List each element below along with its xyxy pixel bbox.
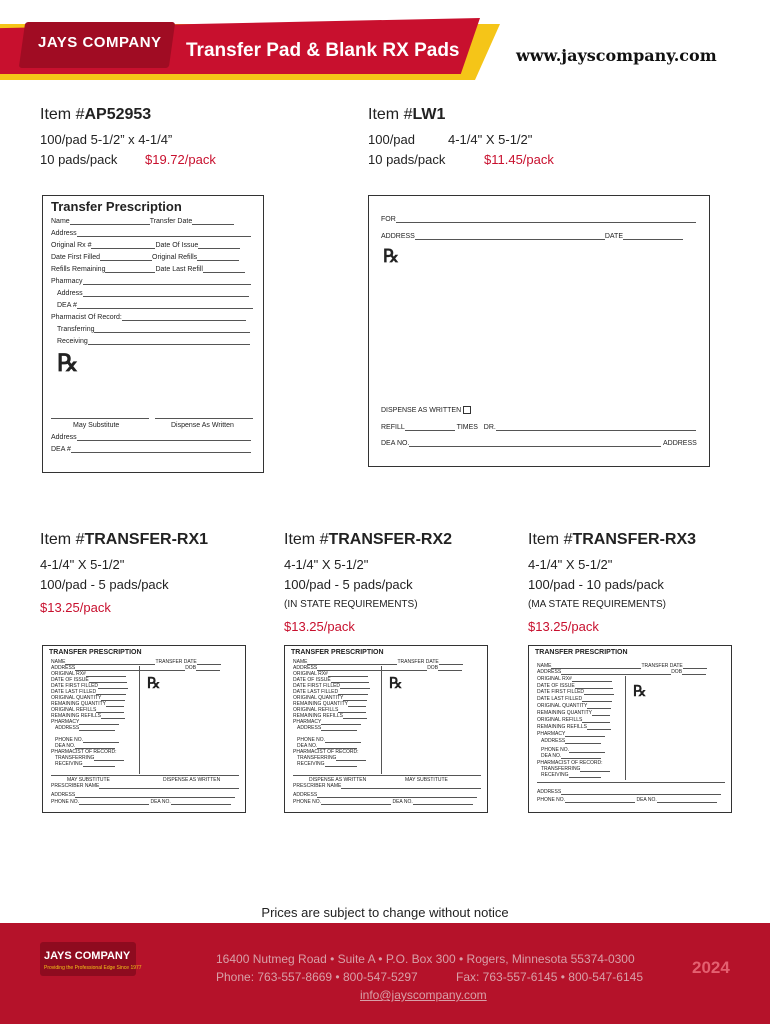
rx3-original-quantity-label: ORIGINAL QUANTITY (537, 703, 588, 709)
rx1-name-label: NAME (51, 659, 66, 665)
rx1-original-rx-label: ORIGINAL RX# (51, 671, 86, 677)
rx2-name-label: NAME (293, 659, 308, 665)
rx2-receiving-label: RECEIVING (297, 761, 325, 767)
rx1-date-first-filled-label: DATE FIRST FILLED (51, 683, 99, 689)
name-label: Name (51, 218, 70, 225)
pharmacy-label: Pharmacy (51, 278, 83, 285)
rx3-pharmacy-address-label: ADDRESS (541, 738, 566, 744)
rx1-date-last-filled-label: DATE LAST FILLED (51, 689, 97, 695)
original-refills-label: Original Refills (152, 254, 198, 261)
rx2-phone-label: PHONE NO. (297, 737, 326, 743)
rx1-date-of-issue-label: DATE OF ISSUE (51, 677, 89, 683)
rx1-pharmacy-label: PHARMACY (51, 719, 80, 725)
rx3-dea-no-label: DEA NO. (636, 797, 657, 803)
item-pack-lw1: 10 pads/pack (368, 152, 446, 167)
item-size-ap52953: 100/pad 5-1/2” x 4-1/4” (40, 132, 173, 147)
rx2-pharmacy-address-label: ADDRESS (297, 725, 322, 731)
rx-date-label: DATE (604, 233, 623, 240)
item-size-transfer-rx3: 4-1/4" X 5-1/2" (528, 557, 613, 572)
item-size-lw1: 4-1/4" X 5-1/2" (448, 132, 533, 147)
rx2-original-refills-label: ORIGINAL REFILLS (293, 707, 339, 713)
transfer-prescription-form (42, 195, 264, 473)
rx1-phone-no-label: PHONE NO. (51, 799, 80, 805)
rx1-may-substitute-label: MAY SUBSTITUTE (67, 777, 110, 783)
rx2-dispense-label: DISPENSE AS WRITTEN (309, 777, 367, 783)
rx1-original-refills-label: ORIGINAL REFILLS (51, 707, 97, 713)
page-title: Transfer Pad & Blank RX Pads (186, 40, 460, 61)
rx1-prescriber-address-label: ADDRESS (51, 792, 76, 798)
item-pack-transfer-rx2: 100/pad - 5 pads/pack (284, 577, 413, 592)
date-last-refill-label: Date Last Refill (155, 266, 203, 273)
pharmacy-address-label: Address (57, 290, 83, 297)
item-note-transfer-rx3: (MA STATE REQUIREMENTS) (528, 599, 666, 610)
rx1-pharmacy-address-label: ADDRESS (55, 725, 80, 731)
item-heading-transfer-rx3: Item #TRANSFER-RX3 (528, 531, 697, 548)
rx2-form-title: TRANSFER PRESCRIPTION (291, 649, 384, 656)
date-first-filled-label: Date First Filled (51, 254, 101, 261)
rx3-rx-symbol: ℞ (633, 682, 647, 700)
for-label: FOR (381, 216, 396, 223)
rx3-phone-no-label: PHONE NO. (537, 797, 566, 803)
item-size-transfer-rx2: 4-1/4" X 5-1/2" (284, 557, 369, 572)
dr-label: DR. (483, 424, 496, 431)
dea-no-label: DEA NO. (381, 440, 410, 447)
website-url[interactable]: www.jayscompany.com (516, 46, 717, 65)
rx3-date-of-issue-label: DATE OF ISSUE (537, 683, 575, 689)
rx2-dea-no-label: DEA NO. (392, 799, 413, 805)
item-price-transfer-rx2: $13.25/pack (284, 619, 355, 634)
rx1-form-title: TRANSFER PRESCRIPTION (49, 649, 142, 656)
item-size-transfer-rx1: 4-1/4" X 5-1/2" (40, 557, 125, 572)
rx-symbol: ℞ (57, 348, 79, 377)
rx-symbol-lw1: ℞ (383, 246, 400, 267)
refill-label: REFILL (381, 424, 405, 431)
rx3-original-rx-label: ORIGINAL RX# (537, 676, 572, 682)
rx3-receiving-label: RECEIVING (541, 772, 569, 778)
rx3-dob-label: DOB (671, 669, 683, 675)
item-pack-transfer-rx3: 100/pad - 10 pads/pack (528, 577, 664, 592)
rx2-pharmacy-label: PHARMACY (293, 719, 322, 725)
rx2-original-rx-label: ORIGINAL RX# (293, 671, 328, 677)
footer-logo-text: JAYS COMPANY (44, 950, 131, 962)
rx3-name-label: NAME (537, 663, 552, 669)
rx2-phone-no-label: PHONE NO. (293, 799, 322, 805)
footer-tagline: Providing the Professional Edge Since 1977 (44, 965, 142, 971)
bottom-address-label: Address (51, 434, 77, 441)
footer-fax: Fax: 763-557-6145 • 800-547-6145 (456, 970, 644, 984)
refills-remaining-label: Refills Remaining (51, 266, 106, 273)
item-heading-transfer-rx1: Item #TRANSFER-RX1 (40, 531, 209, 548)
item-price-ap52953: $19.72/pack (145, 152, 216, 167)
transfer-rx2-form (284, 645, 488, 813)
rx3-pharmacist-label: PHARMACIST OF RECORD: (537, 760, 603, 766)
rx2-prescriber-address-label: ADDRESS (293, 792, 318, 798)
transfer-date-label: Transfer Date (149, 218, 193, 225)
footer-email[interactable]: info@jayscompany.com (360, 988, 487, 1002)
dispense-as-written-label: Dispense As Written (171, 422, 234, 429)
rx1-dob-label: DOB (185, 665, 197, 671)
rx1-pharmacist-label: PHARMACIST OF RECORD: (51, 749, 117, 755)
rx1-remaining-refills-label: REMAINING REFILLS (51, 713, 102, 719)
rx2-date-of-issue-label: DATE OF ISSUE (293, 677, 331, 683)
rx2-rx-symbol: ℞ (389, 674, 403, 692)
rx1-transferring-label: TRANSFERRING (55, 755, 95, 761)
item-price-lw1: $11.45/pack (484, 152, 554, 167)
item-price-transfer-rx1: $13.25/pack (40, 600, 111, 615)
rx3-pharmacy-label: PHARMACY (537, 731, 566, 737)
pharmacist-label: Pharmacist Of Record: (51, 314, 122, 321)
rx2-may-substitute-label: MAY SUBSTITUTE (405, 777, 448, 783)
transfer-rx1-form (42, 645, 246, 813)
rx2-date-first-filled-label: DATE FIRST FILLED (293, 683, 341, 689)
rx2-remaining-quantity-label: REMAINING QUANTITY (293, 701, 349, 707)
item-note-transfer-rx2: (IN STATE REQUIREMENTS) (284, 599, 418, 610)
rx1-transfer-date-label: TRANSFER DATE (155, 659, 197, 665)
rx2-transfer-date-label: TRANSFER DATE (397, 659, 439, 665)
rx3-prescriber-address-label: ADDRESS (537, 789, 562, 795)
item-qty-lw1: 100/pad (368, 132, 415, 147)
rx1-prescriber-label: PRESCRIBER NAME (51, 783, 100, 789)
rx2-prescriber-label: PRESCRIBER NAME (293, 783, 342, 789)
rx3-form-title: TRANSFER PRESCRIPTION (535, 649, 628, 656)
transfer-rx3-form (528, 645, 732, 813)
may-substitute-label: May Substitute (73, 422, 120, 429)
rx1-original-quantity-label: ORIGINAL QUANTITY (51, 695, 102, 701)
receiving-label: Receiving (57, 338, 88, 345)
form-title: Transfer Prescription (51, 199, 182, 214)
footer-phone: Phone: 763-557-8669 • 800-547-5297 (216, 970, 418, 984)
blank-rx-form (368, 195, 710, 467)
item-heading-transfer-rx2: Item #TRANSFER-RX2 (284, 531, 453, 548)
rx2-dea-label: DEA NO. (297, 743, 318, 749)
rx3-original-refills-label: ORIGINAL REFILLS (537, 717, 583, 723)
rx1-dea-no-label: DEA NO. (150, 799, 171, 805)
rx1-remaining-quantity-label: REMAINING QUANTITY (51, 701, 107, 707)
footer-address: 16400 Nutmeg Road • Suite A • P.O. Box 300 • Rogers, Minnesota 55374-0300 (216, 952, 635, 966)
rx3-date-last-filled-label: DATE LAST FILLED (537, 696, 583, 702)
rx3-remaining-refills-label: REMAINING REFILLS (537, 724, 588, 730)
rx2-pharmacist-label: PHARMACIST OF RECORD: (293, 749, 359, 755)
rx1-dispense-label: DISPENSE AS WRITTEN (163, 777, 221, 783)
rx1-dea-label: DEA NO. (55, 743, 76, 749)
rx1-rx-symbol: ℞ (147, 674, 161, 692)
transferring-label: Transferring (57, 326, 95, 333)
date-of-issue-label: Date Of Issue (155, 242, 199, 249)
address-label: Address (51, 230, 77, 237)
dispense-written-label: DISPENSE AS WRITTEN (381, 406, 462, 414)
rx1-address-label: ADDRESS (51, 665, 76, 671)
rx3-transfer-date-label: TRANSFER DATE (641, 663, 683, 669)
rx2-address-label: ADDRESS (293, 665, 318, 671)
times-label: TIMES (456, 424, 478, 431)
price-notice: Prices are subject to change without notice (261, 905, 509, 920)
rx2-date-last-filled-label: DATE LAST FILLED (293, 689, 339, 695)
bottom-dea-label: DEA # (51, 446, 71, 453)
rx3-date-first-filled-label: DATE FIRST FILLED (537, 689, 585, 695)
rx1-phone-label: PHONE NO. (55, 737, 84, 743)
item-pack-transfer-rx1: 100/pad - 5 pads/pack (40, 577, 169, 592)
rx2-remaining-refills-label: REMAINING REFILLS (293, 713, 344, 719)
company-logo-text: JAYS COMPANY (38, 34, 162, 51)
item-pack-ap52953: 10 pads/pack (40, 152, 118, 167)
rx3-address-label: ADDRESS (537, 669, 562, 675)
rx3-dea-label: DEA NO. (541, 753, 562, 759)
rx2-original-quantity-label: ORIGINAL QUANTITY (293, 695, 344, 701)
item-heading-lw1: Item #LW1 (368, 106, 446, 123)
rx3-remaining-quantity-label: REMAINING QUANTITY (537, 710, 593, 716)
footer-year: 2024 (692, 958, 730, 977)
original-rx-label: Original Rx # (51, 242, 92, 249)
rx3-phone-label: PHONE NO. (541, 747, 570, 753)
rx2-dob-label: DOB (427, 665, 439, 671)
rx3-transferring-label: TRANSFERRING (541, 766, 581, 772)
dea-label: DEA # (57, 302, 77, 309)
dispense-checkbox[interactable] (463, 406, 471, 414)
item-heading-ap52953: Item #AP52953 (40, 106, 152, 123)
rx2-transferring-label: TRANSFERRING (297, 755, 337, 761)
rx1-receiving-label: RECEIVING (55, 761, 83, 767)
address-right-label: ADDRESS (662, 440, 697, 447)
item-price-transfer-rx3: $13.25/pack (528, 619, 599, 634)
rx-address-label: ADDRESS (381, 233, 415, 240)
